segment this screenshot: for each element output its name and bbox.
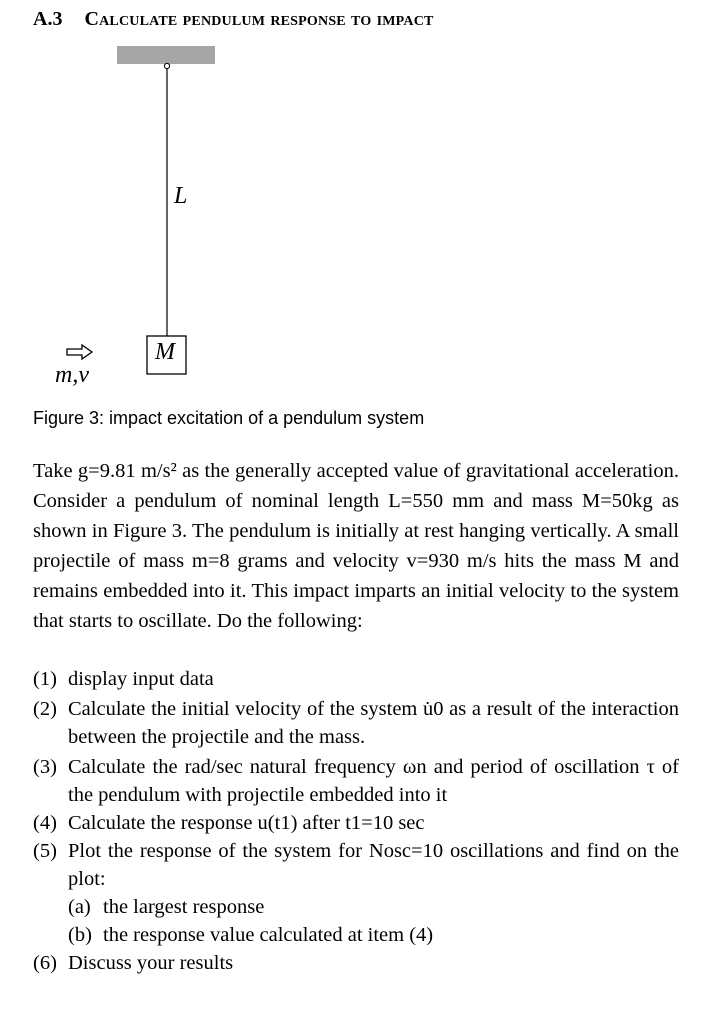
projectile-arrow-icon [67,345,92,359]
ceiling-support [117,46,215,64]
sub-item: (a) the largest response [68,896,265,918]
list-item: (2) Calculate the initial velocity of the system u̇0 as a result of the interaction between the projectile and the mass. [33,698,679,748]
pivot-point [164,63,169,68]
section-number: A.3 [33,8,63,30]
list-item: (6) Discuss your results [33,952,234,974]
list-item: (1) display input data [33,668,214,690]
list-item: (3) Calculate the rad/sec natural frequency ωn and period of oscillation τ of the pendulum with projectile embedded into it [33,756,679,806]
problem-statement [33,456,679,636]
figure-caption: Figure 3: impact excitation of a pendulum system [33,408,425,428]
sub-item: (b) the response value calculated at item (4) [68,924,434,946]
pendulum-diagram [0,0,718,400]
section-title: Calculate pendulum response to impact [84,8,434,30]
task-list [33,665,679,977]
list-item: (4) Calculate the response u(t1) after t1=10 sec [33,812,425,834]
pendulum-figure [0,0,718,400]
mass-label: M [155,339,175,365]
intro-paragraph: Take g=9.81 m/s² as the generally accepted value of gravitational acceleration. Consider a pendulum of nominal length L=550 mm and mass M=50kg as shown in Figure 3. The pendulum is initially at rest hanging vertically. A small projectile of mass m=8 grams and velocity v=930 m/s hits the mass M and remains embedded into it. This impact imparts an initial velocity to the system that starts to oscillate. Do the following: [33,460,679,632]
list-item: (5) Plot the response of the system for Nosc=10 oscillations and find on the plot: (a) the largest response (b) the response value calculated at item (4) [33,837,679,949]
projectile-label: m,v [55,362,89,388]
length-label: L [174,183,188,209]
